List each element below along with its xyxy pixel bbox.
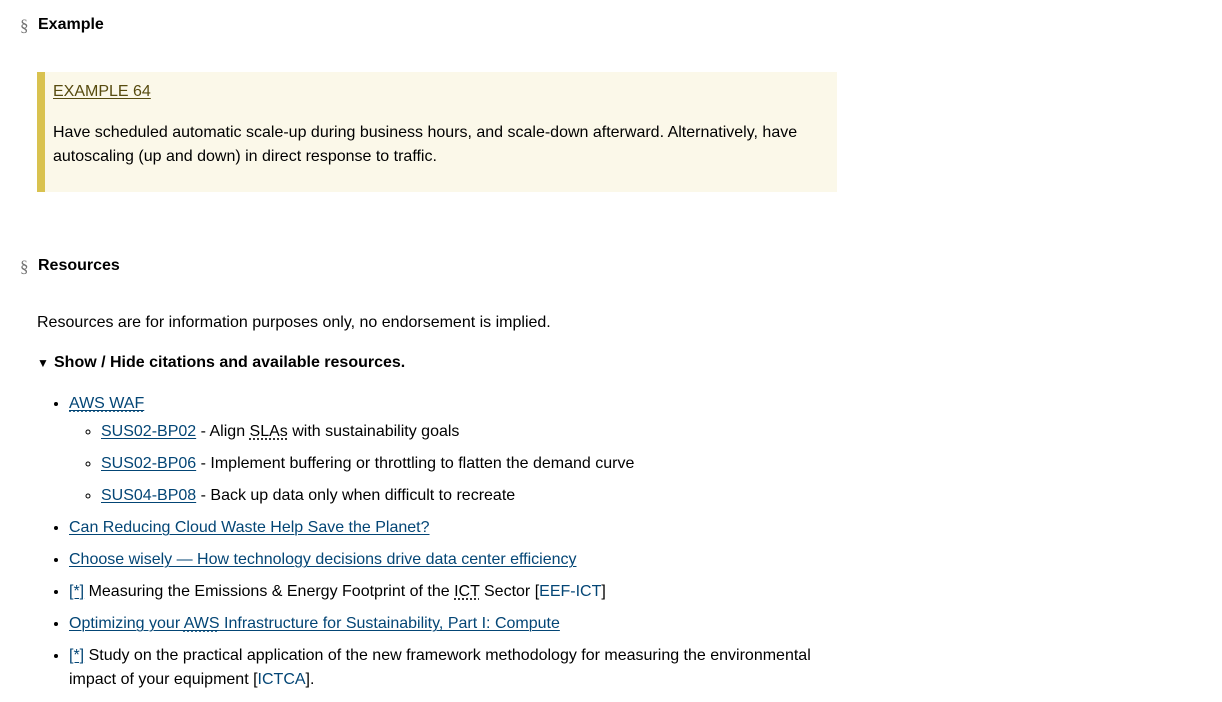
- section-anchor-icon[interactable]: §: [20, 16, 29, 35]
- cloud-waste-link[interactable]: Can Reducing Cloud Waste Help Save the Planet?: [69, 519, 430, 536]
- section-anchor-icon[interactable]: §: [20, 257, 29, 276]
- sus04-bp08-text: - Back up data only when difficult to recreate: [196, 487, 516, 504]
- list-item: [69, 548, 839, 572]
- sus02-bp06-link[interactable]: SUS02-BP06: [101, 455, 197, 472]
- list-item: [101, 452, 839, 476]
- eef-pre: Measuring the Emissions & Energy Footprint of the: [84, 583, 455, 600]
- list-item: [69, 644, 839, 692]
- ict-abbr: ICT: [454, 583, 480, 600]
- optimizing-post: Infrastructure for Sustainability, Part I: Compute: [219, 615, 560, 632]
- aws-waf-abbr: AWS WAF: [69, 395, 145, 412]
- ictca-cite-link[interactable]: ICTCA: [257, 671, 306, 688]
- choose-wisely-link[interactable]: Choose wisely — How technology decisions drive data center efficiency: [69, 551, 577, 568]
- list-item: [69, 612, 839, 636]
- list-item: [69, 392, 839, 508]
- sus04-bp08-link[interactable]: SUS04-BP08: [101, 487, 197, 504]
- optimizing-link[interactable]: [69, 615, 560, 632]
- aws-waf-sublist: [69, 420, 839, 508]
- optimizing-pre: Optimizing your: [69, 615, 184, 632]
- example-heading: [20, 14, 104, 34]
- ictca-pre: Study on the practical application of the new framework methodology for measuring the environmental impact of your equipment [: [69, 647, 811, 688]
- resources-intro: Resources are for information purposes only, no endorsement is implied.: [37, 314, 551, 331]
- eef-ict-cite-link[interactable]: EEF-ICT: [539, 583, 602, 600]
- eef-post: ]: [601, 583, 606, 600]
- eef-star-link[interactable]: [*]: [69, 583, 85, 600]
- eef-mid: Sector [: [479, 583, 540, 600]
- sus02-bp02-post: with sustainability goals: [287, 423, 460, 440]
- citations-toggle[interactable]: [37, 354, 405, 372]
- sus02-bp02-pre: - Align: [196, 423, 250, 440]
- resources-heading-text: Resources: [38, 257, 120, 274]
- ictca-star-link[interactable]: [*]: [69, 647, 85, 664]
- list-item: [69, 580, 839, 604]
- aws-waf-link[interactable]: [69, 395, 144, 412]
- list-item: [101, 484, 839, 508]
- example-heading-text: Example: [38, 16, 104, 33]
- ictca-post: ].: [305, 671, 315, 688]
- example-label-link[interactable]: EXAMPLE 64: [53, 83, 151, 100]
- slas-abbr: SLAs: [249, 423, 288, 440]
- list-item: [69, 516, 839, 540]
- resources-heading: [20, 255, 120, 275]
- example-text: Have scheduled automatic scale-up during business hours, and scale-down afterward. Alternatively, have autoscaling (up and down) in direct response to traffic.: [53, 124, 798, 165]
- list-item: [101, 420, 839, 444]
- resources-list: [37, 392, 839, 700]
- sus02-bp06-text: - Implement buffering or throttling to flatten the demand curve: [196, 455, 635, 472]
- disclosure-triangle-icon: ▼: [37, 356, 49, 370]
- citations-toggle-label: Show / Hide citations and available resources.: [54, 354, 406, 371]
- example-box: [37, 72, 837, 192]
- aws-abbr: AWS: [183, 615, 220, 632]
- sus02-bp02-link[interactable]: SUS02-BP02: [101, 423, 197, 440]
